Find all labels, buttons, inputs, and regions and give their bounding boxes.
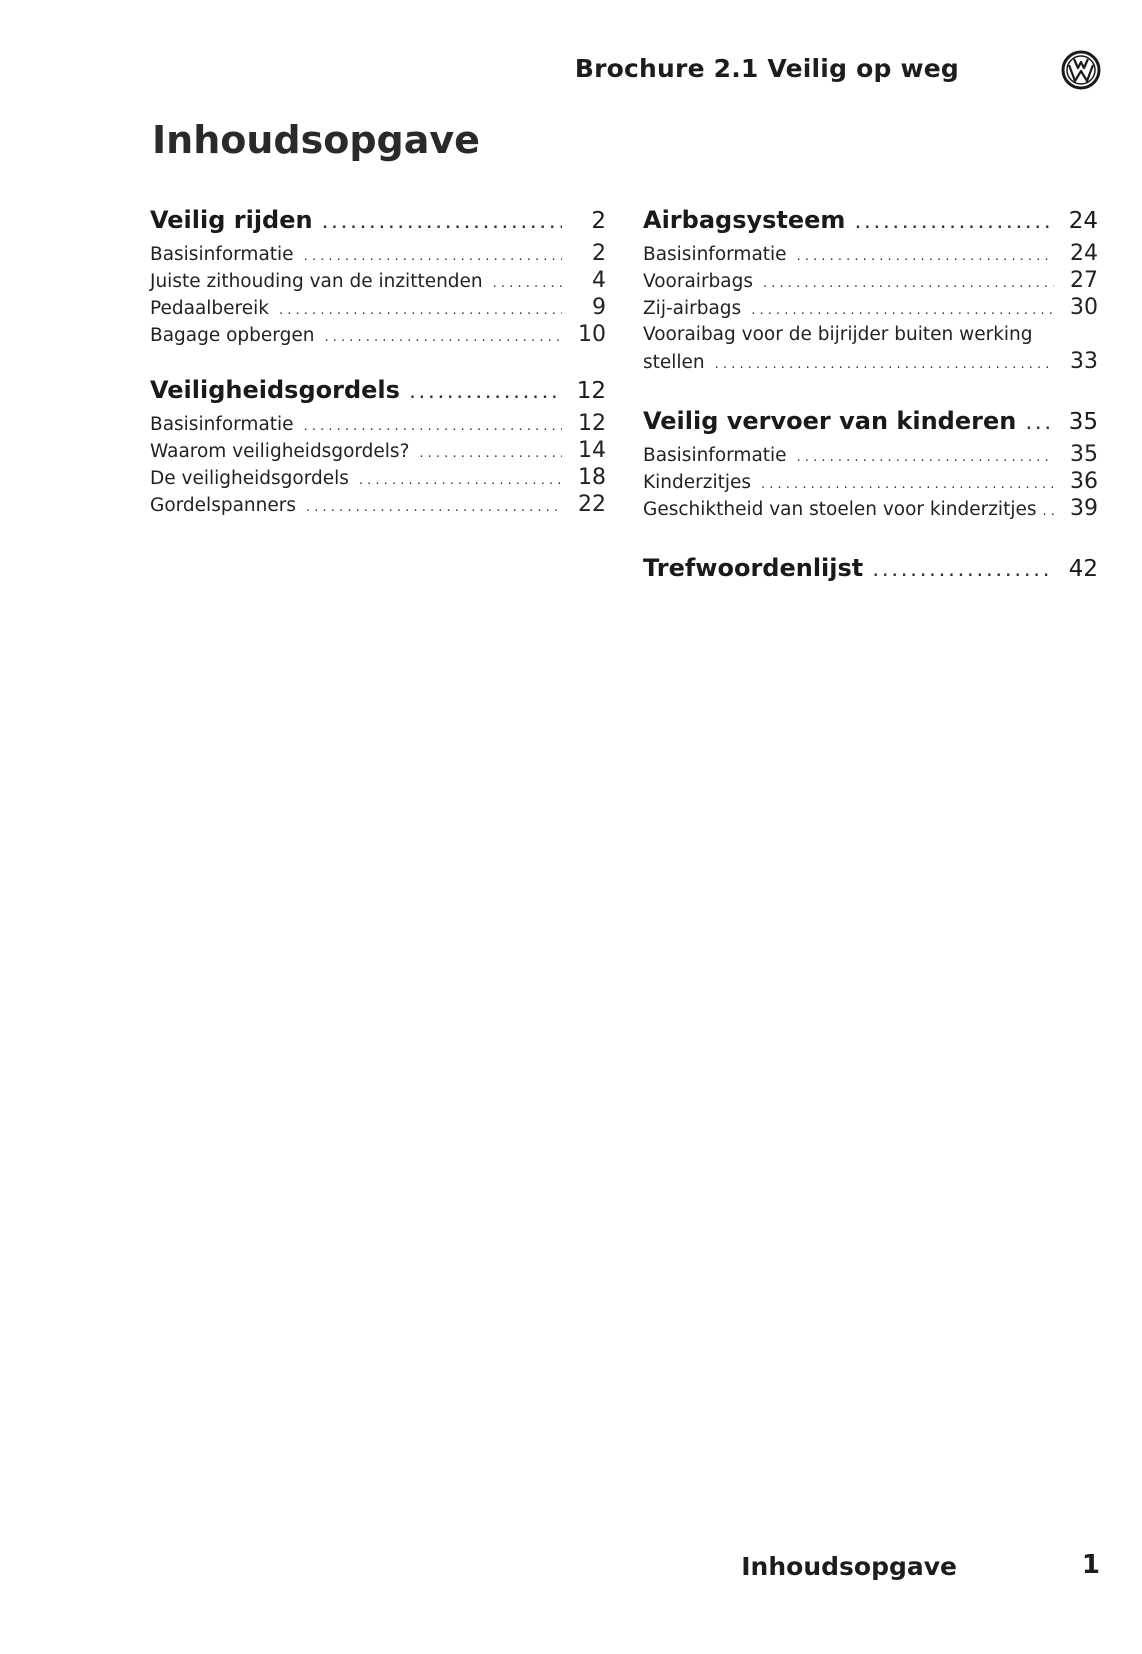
page-number: 36 — [1070, 469, 1098, 494]
dot-leader — [306, 494, 562, 521]
page-number: 39 — [1070, 496, 1098, 521]
brochure-title: Brochure 2.1 Veilig op weg — [574, 54, 959, 83]
toc-section-veilig-rijden — [150, 200, 606, 348]
toc-entry[interactable] — [643, 267, 1098, 294]
toc-entry[interactable] — [643, 495, 1098, 522]
entry-label: Waarom veiligheidsgordels? — [150, 441, 410, 462]
toc-section-heading[interactable] — [150, 200, 606, 240]
page-number: 14 — [578, 438, 606, 463]
dot-leader — [715, 351, 1054, 378]
entry-label: De veiligheidsgordels — [150, 468, 349, 489]
dot-leader — [279, 297, 562, 324]
toc-entry-wrapped[interactable] — [643, 321, 1098, 375]
dot-leader — [304, 243, 562, 270]
footer-page-number: 1 — [1081, 1550, 1100, 1580]
toc-section-heading[interactable] — [643, 401, 1098, 441]
entry-label-line1: Vooraibag voor de bijrijder buiten werking — [643, 324, 1033, 345]
dot-leader — [1043, 498, 1059, 525]
section-title: Airbagsysteem — [643, 206, 846, 234]
page-number: 30 — [1070, 295, 1098, 320]
entry-label: Gordelspanners — [150, 495, 296, 516]
dot-leader — [763, 270, 1054, 297]
page-title: Inhoudsopgave — [152, 118, 480, 162]
page-number: 35 — [1068, 409, 1098, 435]
entry-label: Basisinformatie — [150, 244, 294, 265]
page-number: 10 — [578, 322, 606, 347]
toc-entry[interactable] — [150, 321, 606, 348]
page-number: 2 — [591, 208, 606, 234]
toc-section-heading[interactable] — [643, 200, 1098, 240]
page-number: 35 — [1070, 442, 1098, 467]
page-number: 12 — [578, 411, 606, 436]
toc-section-airbagsysteem — [643, 200, 1098, 375]
toc-section-heading[interactable] — [150, 370, 606, 410]
section-title: Veilig vervoer van kinderen — [643, 407, 1017, 435]
dot-leader — [323, 205, 562, 245]
page-number: 12 — [576, 378, 606, 404]
dot-leader — [761, 471, 1054, 498]
entry-label: Geschiktheid van stoelen voor kinderzitjes — [643, 499, 1037, 520]
dot-leader — [873, 553, 1054, 593]
toc-entry[interactable] — [150, 491, 606, 518]
dot-leader — [359, 467, 562, 494]
page-number: 2 — [592, 241, 606, 266]
dot-leader — [855, 205, 1054, 245]
toc-entry[interactable] — [643, 468, 1098, 495]
toc-entry[interactable] — [643, 441, 1098, 468]
toc-entry[interactable] — [150, 294, 606, 321]
toc-entry[interactable] — [150, 464, 606, 491]
entry-label: Voorairbags — [643, 271, 754, 292]
dot-leader — [751, 297, 1054, 324]
section-title: Trefwoordenlijst — [643, 554, 864, 582]
entry-label: Basisinformatie — [150, 414, 294, 435]
toc-section-heading[interactable] — [643, 548, 1098, 588]
entry-label: Basisinformatie — [643, 445, 787, 466]
toc-entry[interactable] — [150, 410, 606, 437]
dot-leader — [419, 440, 562, 467]
entry-label: Kinderzitjes — [643, 472, 751, 493]
dot-leader — [1026, 406, 1054, 446]
dot-leader — [797, 243, 1054, 270]
entry-label: Juiste zithouding van de inzittenden — [150, 271, 483, 292]
entry-label: Bagage opbergen — [150, 325, 315, 346]
section-title: Veilig rijden — [150, 206, 313, 234]
page-number: 27 — [1070, 268, 1098, 293]
entry-label: Pedaalbereik — [150, 298, 269, 319]
section-title: Veiligheidsgordels — [150, 376, 400, 404]
dot-leader — [493, 270, 562, 297]
dot-leader — [797, 444, 1054, 471]
page-number: 42 — [1068, 556, 1098, 582]
entry-label: Zij-airbags — [643, 298, 742, 319]
entry-label: Basisinformatie — [643, 244, 787, 265]
dot-leader — [410, 375, 562, 415]
toc-section-veilig-vervoer-van-kinderen — [643, 401, 1098, 522]
toc-entry[interactable] — [643, 240, 1098, 267]
toc-entry[interactable] — [150, 267, 606, 294]
toc-entry[interactable] — [150, 240, 606, 267]
dot-leader — [304, 413, 562, 440]
page-number: 24 — [1070, 241, 1098, 266]
page-number: 4 — [592, 268, 606, 293]
toc-left-column — [150, 200, 606, 528]
entry-label-line2: stellen — [643, 352, 705, 373]
toc-section-veiligheidsgordels — [150, 370, 606, 518]
page-number: 24 — [1068, 208, 1098, 234]
page-number: 33 — [1070, 349, 1098, 374]
page-number: 18 — [578, 465, 606, 490]
volkswagen-logo-icon — [1061, 50, 1101, 90]
toc-section-trefwoordenlijst — [643, 548, 1098, 588]
page-number: 22 — [578, 492, 606, 517]
footer-title: Inhoudsopgave — [741, 1552, 957, 1581]
toc-entry[interactable] — [643, 294, 1098, 321]
dot-leader — [324, 324, 562, 351]
page-number: 9 — [592, 295, 606, 320]
toc-entry[interactable] — [150, 437, 606, 464]
toc-right-column — [643, 200, 1098, 598]
